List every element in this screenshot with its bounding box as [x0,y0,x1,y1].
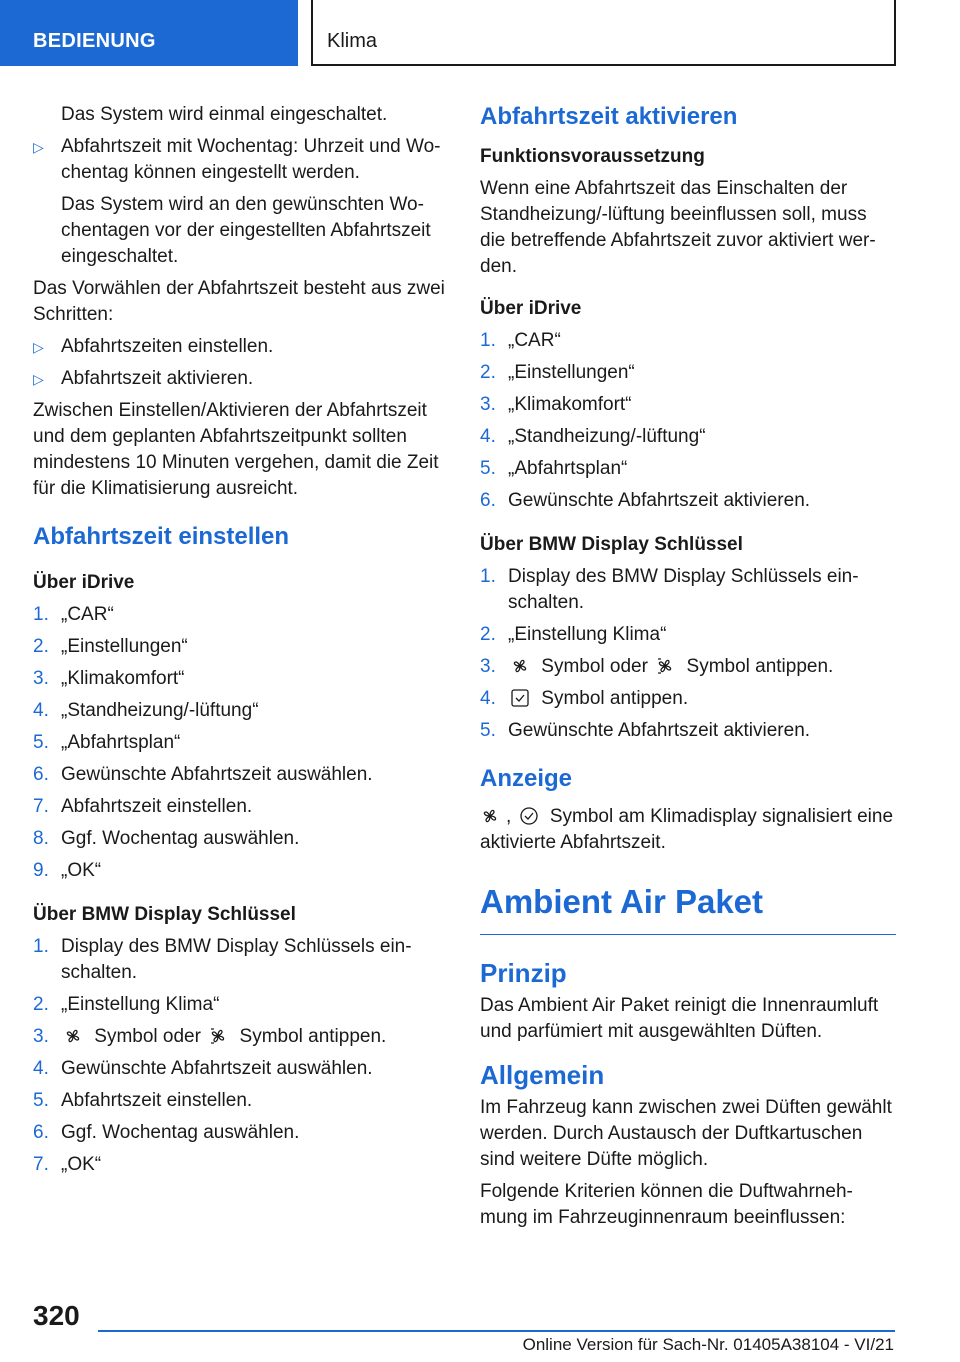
list-item: 1. Display des BMW Display Schlüssels ein-schalten. [480,566,859,613]
subheading-display-key: Über BMW Display Schlüssel [480,534,743,555]
bullet-item: ▷ Abfahrtszeit aktivieren. [33,366,449,392]
list-item: 2. „Einstellung Klima“ [480,624,667,645]
clock-check-icon [519,806,539,826]
list-item: 6. Ggf. Wochentag auswählen. [33,1122,300,1143]
list-item: 1. „CAR“ [480,330,561,351]
bullet-item: ▷ Abfahrtszeit mit Wochentag: Uhrzeit und Wo-chentag können eingestellt werden. [33,136,441,183]
idrive-steps-list [33,602,449,884]
paragraph: Zwischen Einstellen/Aktivieren der Abfahrtszeit und dem geplanten Abfahrtszeitpunkt sollten mindestens 10 Minuten vergehen, damit die Zeit für die Klimatisierung ausreicht. [33,400,439,499]
right-column [480,102,896,1237]
list-item: 8. Ggf. Wochentag auswählen. [33,828,300,849]
subheading-display-key: Über BMW Display Schlüssel [33,904,296,925]
list-item: 2. „Einstellung Klima“ [33,994,220,1015]
list-item: 4. „Standheizung/-lüftung“ [480,426,706,447]
ventilation-fan-icon [208,1026,228,1046]
header-chapter-label: Klima [327,30,378,52]
heading-abfahrtszeit-aktivieren: Abfahrtszeit aktivieren [480,103,738,130]
list-item: 3. Symbol oder Symbol antippen. [480,656,834,677]
subheading-idrive: Über iDrive [33,572,135,593]
list-item: 1. „CAR“ [33,604,114,625]
climate-fan-icon [480,806,500,826]
subheading-funktionsvoraussetzung: Funktionsvoraussetzung [480,146,705,167]
paragraph: Das System wird einmal eingeschaltet. [61,104,388,125]
climate-fan-icon [510,656,530,676]
footer-version-text: Online Version für Sach-Nr. 01405A38104 - VI/21 [522,1335,894,1354]
display-key-steps-list [480,564,896,744]
triangle-bullet-icon: ▷ [33,371,44,387]
paragraph: Das System wird an den gewünschten Wo-chentagen vor der eingestellten Abfahrtszeit eingeschaltet. [61,194,431,267]
climate-fan-icon [63,1026,83,1046]
list-item: 7. Abfahrtszeit einstellen. [33,796,253,817]
heading-allgemein: Allgemein [480,1060,605,1090]
heading-prinzip: Prinzip [480,958,567,988]
list-item: 4. „Standheizung/-lüftung“ [33,700,259,721]
list-item: 3. Symbol oder Symbol antippen. [33,1026,387,1047]
list-item: 6. Gewünschte Abfahrtszeit auswählen. [33,764,373,785]
list-item: 5. Abfahrtszeit einstellen. [33,1090,253,1111]
header-section-tab [0,0,298,66]
heading-abfahrtszeit-einstellen: Abfahrtszeit einstellen [33,523,290,550]
paragraph: Im Fahrzeug kann zwischen zwei Düften gewählt werden. Durch Austausch der Duftkartuschen sind weitere Düfte möglich. [480,1097,892,1170]
list-item: 7. „OK“ [33,1154,102,1175]
triangle-bullet-icon: ▷ [33,139,44,155]
paragraph: Das Ambient Air Paket reinigt die Innenraumluft und parfümiert mit ausgewählten Düften. [480,995,879,1042]
display-key-steps-list [33,934,449,1178]
bullet-item: ▷ Abfahrtszeiten einstellen. [33,334,449,360]
left-column [33,102,449,1184]
header-chapter-box [311,0,896,66]
triangle-bullet-icon: ▷ [33,339,44,355]
list-item: 6. Gewünschte Abfahrtszeit aktivieren. [480,490,811,511]
header-section-label: BEDIENUNG [33,30,156,52]
list-item: 5. „Abfahrtsplan“ [480,458,628,479]
list-item: 5. „Abfahrtsplan“ [33,732,181,753]
ventilation-fan-icon [655,656,675,676]
heading-anzeige: Anzeige [480,765,573,792]
paragraph: Folgende Kriterien können die Duftwahrneh-mung im Fahrzeuginnenraum beeinflussen: [480,1181,853,1228]
list-item: 2. „Einstellungen“ [33,636,188,657]
list-item: 5. Gewünschte Abfahrtszeit aktivieren. [480,720,811,741]
list-item: 3. „Klimakomfort“ [480,394,632,415]
subheading-idrive: Über iDrive [480,298,582,319]
page-number: 320 [33,1300,80,1331]
heading-ambient-air-paket: Ambient Air Paket [480,882,896,935]
paragraph: Wenn eine Abfahrtszeit das Einschalten der Standheizung/-lüftung beeinflussen soll, muss die betreffende Abfahrtszeit zuvor aktiviert wer-den. [480,178,876,277]
paragraph-anzeige: , Symbol am Klimadisplay signalisiert eine aktivierte Abfahrtszeit. [480,806,894,853]
idrive-steps-list [480,328,896,514]
paragraph: Das Vorwählen der Abfahrtszeit besteht aus zwei Schritten: [33,278,445,325]
list-item: 3. „Klimakomfort“ [33,668,185,689]
list-item: 2. „Einstellungen“ [480,362,635,383]
footer-rule [98,1330,895,1332]
list-item: 4. Symbol antippen. [480,688,689,709]
timer-checkbox-icon [510,688,530,708]
list-item: 1. Display des BMW Display Schlüssels ein-schalten. [33,936,412,983]
list-item: 4. Gewünschte Abfahrtszeit auswählen. [33,1058,373,1079]
list-item: 9. „OK“ [33,860,102,881]
